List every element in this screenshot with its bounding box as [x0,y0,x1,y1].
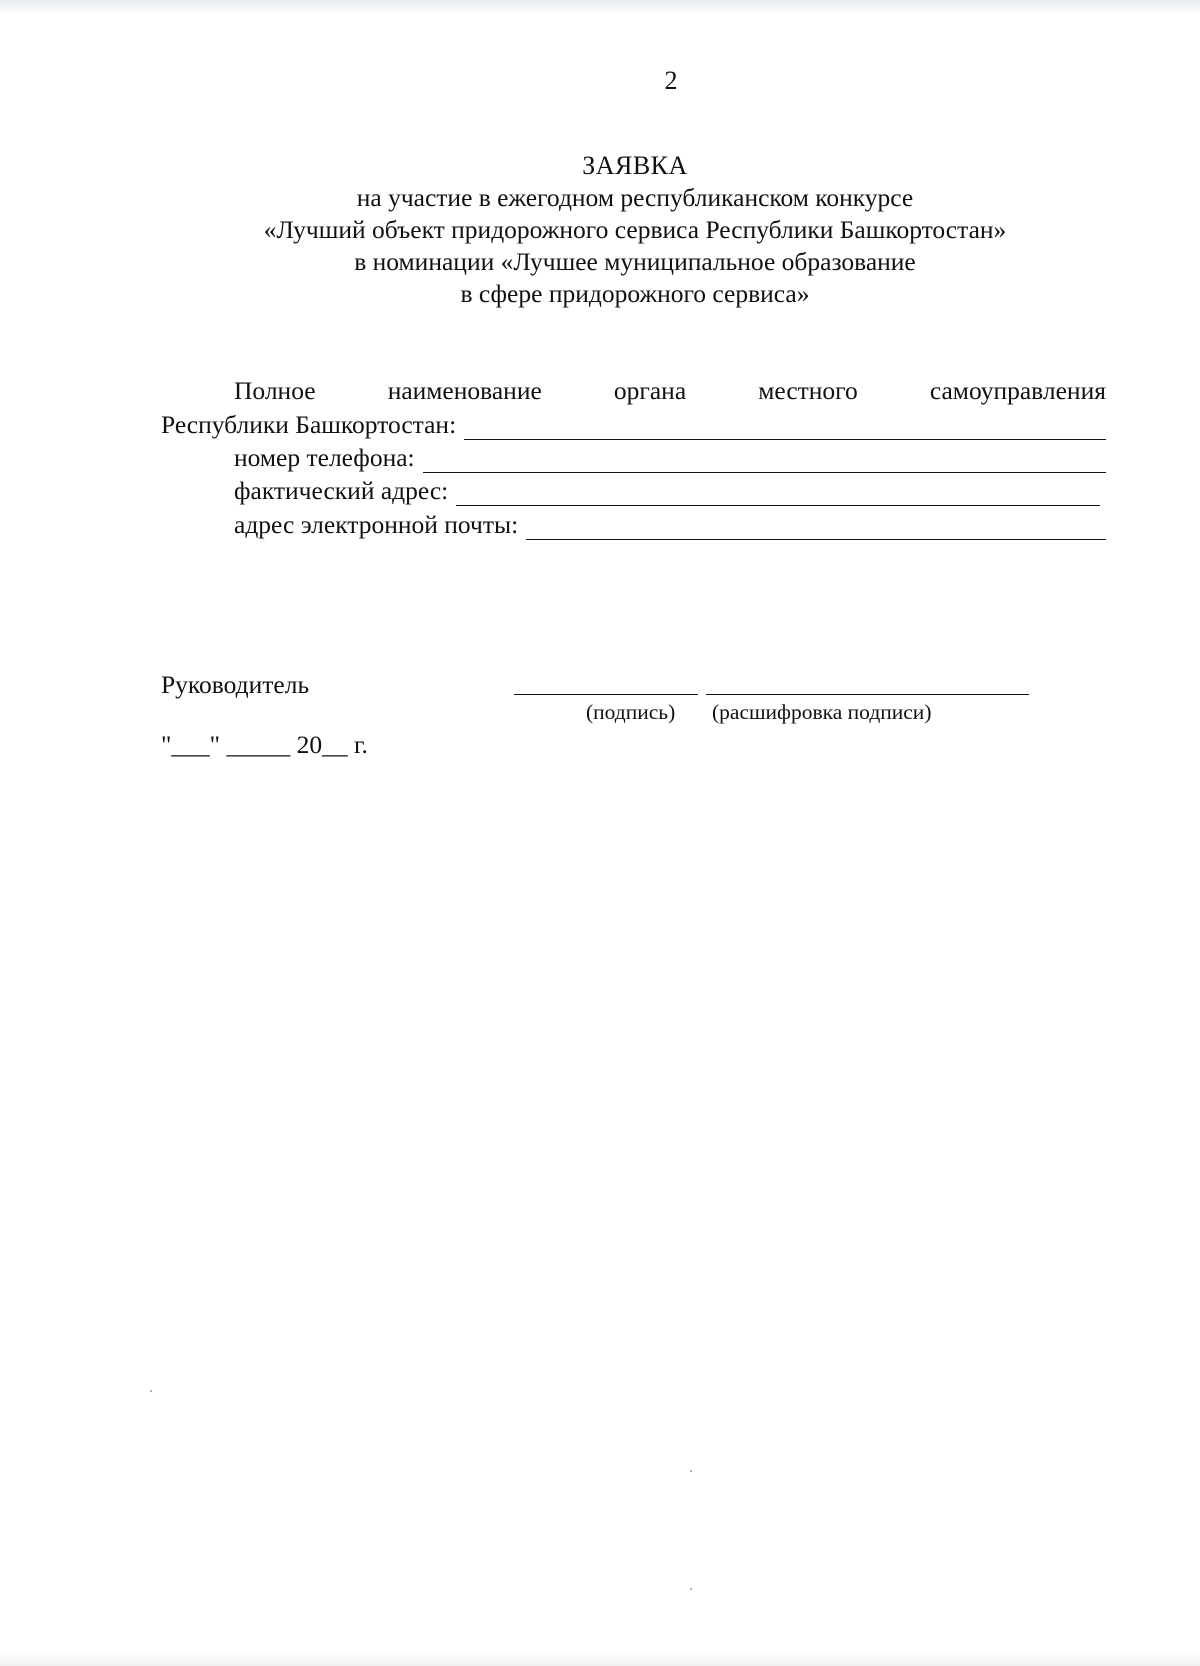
email-blank[interactable] [526,515,1106,540]
date-line: "___" _____ 20__ г. [161,730,368,759]
subtitle-line: «Лучший объект придорожного сервиса Республики Башкортостан» [263,215,1007,244]
signature-caption: (подпись) [586,700,676,724]
document-title: ЗАЯВКА [582,151,688,180]
subtitle-line: на участие в ежегодном республиканском конкурсе [356,183,914,212]
email-label: адрес электронной почты: [234,510,519,539]
scan-speck [690,1470,692,1472]
full-name-label-line [234,376,1106,406]
address-blank[interactable] [456,481,1100,506]
full-name-word: Полное [234,376,316,405]
signature-decoding-blank[interactable] [706,694,1029,695]
phone-field[interactable] [234,443,1106,473]
signature-decoding-caption: (расшифровка подписи) [712,700,932,724]
title-block [0,150,1200,310]
email-field[interactable] [234,510,1106,540]
phone-blank[interactable] [423,448,1106,473]
signature-blank[interactable] [514,694,698,695]
scan-speck [690,1588,692,1590]
organization-name-blank[interactable] [464,415,1106,440]
full-name-word: наименование [387,376,542,405]
organization-name-field[interactable] [161,410,1106,440]
subtitle-line: в сфере придорожного сервиса» [460,279,810,308]
scan-speck [150,1390,152,1392]
full-name-word: органа [613,376,687,405]
full-name-word: местного [758,376,858,405]
page-number: 2 [664,66,678,95]
subtitle-line: в номинации «Лучшее муниципальное образование [354,247,916,276]
full-name-word: самоуправления [929,376,1106,405]
organization-name-label: Республики Башкортостан: [161,410,457,439]
phone-label: номер телефона: [234,443,415,472]
address-field[interactable] [234,476,1100,506]
address-label: фактический адрес: [234,476,449,505]
head-label: Руководитель [161,670,310,699]
